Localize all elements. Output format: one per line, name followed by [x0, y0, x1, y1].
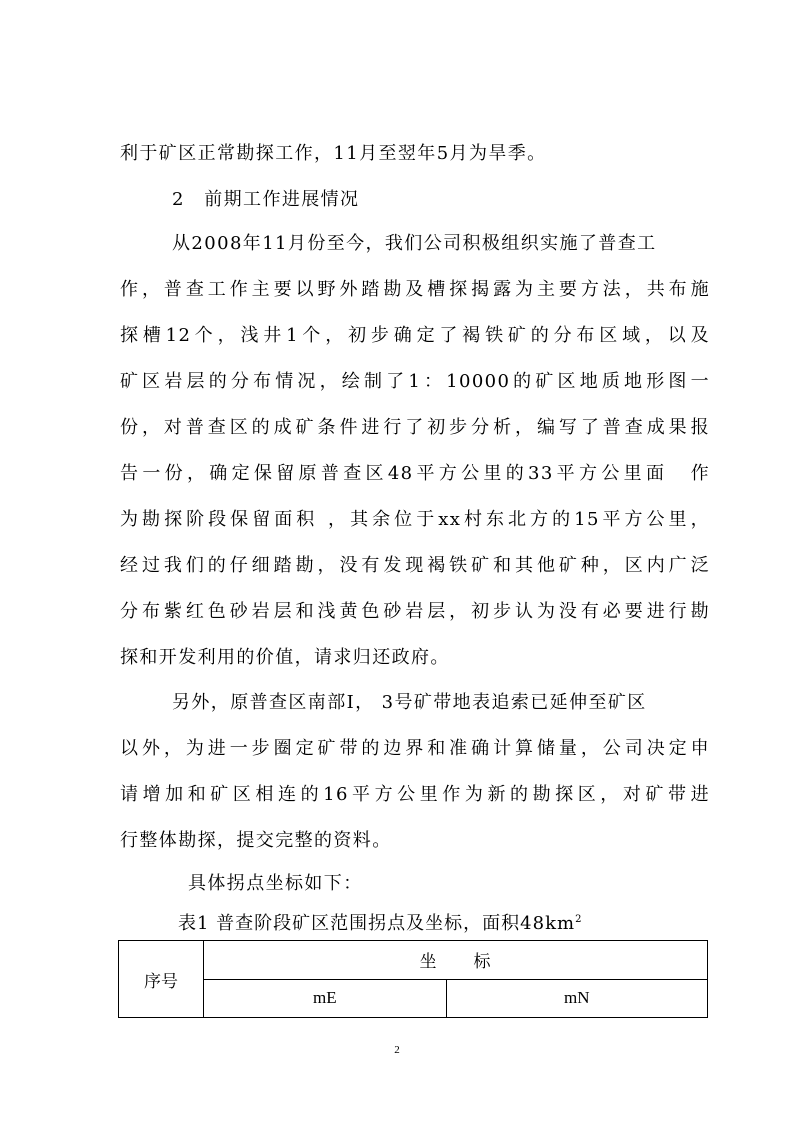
paragraph-line: 行整体勘探，提交完整的资料。 — [120, 830, 392, 851]
paragraph-line: 另外，原普查区南部Ⅰ， 3号矿带地表追索已延伸至矿区 — [172, 692, 647, 713]
paragraph-line: 探和开发利用的价值，请求归还政府。 — [120, 647, 450, 668]
paragraph-line: 从2008年11月份至今，我们公司积极组织实施了普查工 — [172, 233, 657, 254]
paragraph-line: 矿区岩层的分布情况，绘制了1：10000的矿区地质地形图一 — [120, 371, 710, 392]
paragraph-line: 经过我们的仔细踏勘，没有发现褐铁矿和其他矿种，区内广泛 — [120, 555, 710, 576]
paragraph-line: 作，普查工作主要以野外踏勘及槽探揭露为主要方法，共布施 — [120, 279, 710, 300]
page-number: 2 — [394, 1044, 400, 1056]
me-header-cell: mE — [204, 979, 447, 1018]
paragraph-line: 为勘探阶段保留面积 ，其余位于xx村东北方的15平方公里， — [120, 509, 710, 530]
paragraph-line: 利于矿区正常勘探工作，11月至翌年5月为旱季。 — [120, 143, 547, 164]
table-header-row — [119, 941, 708, 980]
paragraph-line: 分布紫红色砂岩层和浅黄色砂岩层，初步认为没有必要进行勘 — [120, 601, 710, 622]
table-caption-text: 表1 普查阶段矿区范围拐点及坐标，面积48km — [178, 913, 576, 934]
coord-header-cell: 坐 标 — [204, 941, 708, 980]
section-heading: 2 前期工作进展情况 — [172, 189, 360, 210]
seq-header-cell: 序号 — [119, 941, 204, 1018]
table-caption — [178, 913, 582, 935]
paragraph-line: 请增加和矿区相连的16平方公里作为新的勘探区，对矿带进 — [120, 784, 710, 805]
coordinate-table — [118, 940, 708, 1018]
paragraph-line: 探槽12个，浅井1个，初步确定了褐铁矿的分布区域，以及 — [120, 325, 710, 346]
paragraph-line: 份，对普查区的成矿条件进行了初步分析，编写了普查成果报 — [120, 417, 710, 438]
paragraph-line: 以外，为进一步圈定矿带的边界和准确计算储量，公司决定申 — [120, 738, 710, 759]
paragraph-line: 告一份，确定保留原普查区48平方公里的33平方公里面 作 — [120, 463, 710, 484]
paragraph-line: 具体拐点坐标如下： — [188, 873, 363, 894]
mn-header-cell: mN — [446, 979, 707, 1018]
table-subheader-row — [119, 979, 708, 1018]
table-caption-superscript: 2 — [575, 914, 583, 925]
